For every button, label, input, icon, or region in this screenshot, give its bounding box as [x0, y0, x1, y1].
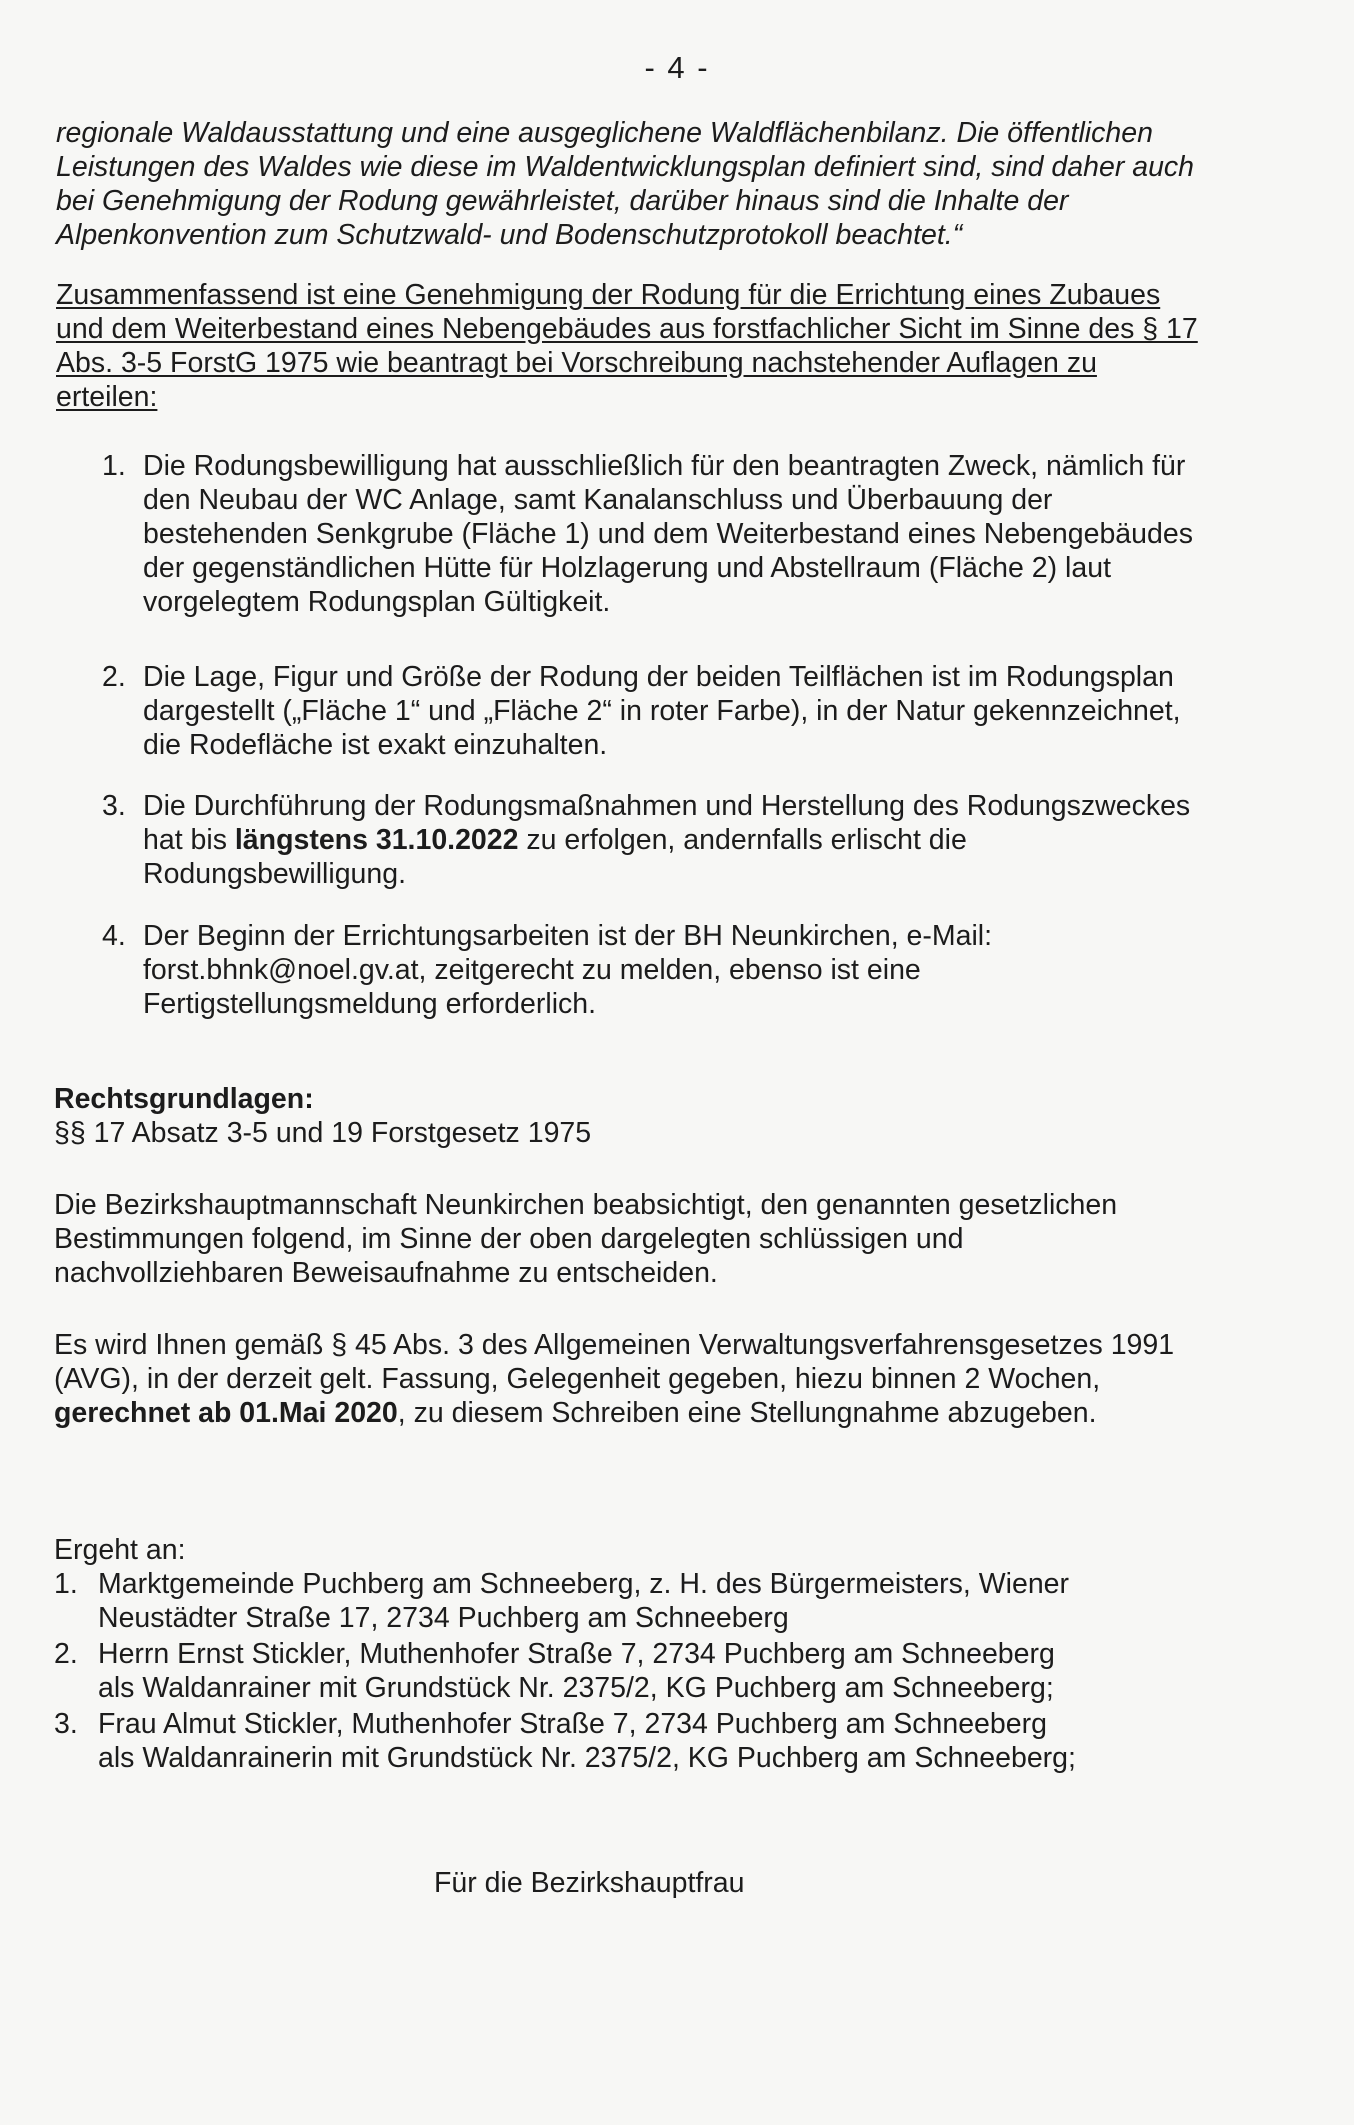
condition-line: Die Lage, Figur und Größe der Rodung der beiden Teilflächen ist im Rodungsplan: [143, 661, 1174, 693]
condition-line: bestehenden Senkgrube (Fläche 1) und dem Weiterbestand eines Nebengebäudes: [143, 518, 1193, 550]
condition-line: forst.bhnk@noel.gv.at, zeitgerecht zu melden, ebenso ist eine: [143, 954, 921, 986]
summary-line: Zusammenfassend ist eine Genehmigung der Rodung für die Errichtung eines Zubaues: [56, 279, 1161, 311]
deadline-date: längstens 31.10.2022: [234, 824, 519, 856]
recipient-line: Frau Almut Stickler, Muthenhofer Straße 7, 2734 Puchberg am Schneeberg: [98, 1708, 1047, 1740]
condition-number: 1.: [102, 450, 126, 482]
hearing-deadline: gerechnet ab 01.Mai 2020: [54, 1397, 398, 1429]
legal-basis-heading: Rechtsgrundlagen:: [54, 1083, 314, 1115]
hearing-paragraph: [54, 1328, 1314, 1430]
hearing-line: Es wird Ihnen gemäß § 45 Abs. 3 des Allgemeinen Verwaltungsverfahrensgesetzes 1991: [54, 1329, 1175, 1361]
intent-paragraph: [54, 1188, 1294, 1290]
legal-basis: [54, 1082, 1254, 1150]
condition-line: Die Durchführung der Rodungsmaßnahmen und Herstellung des Rodungszweckes: [143, 790, 1191, 822]
condition-line: Die Rodungsbewilligung hat ausschließlich für den beantragten Zweck, nämlich für: [143, 450, 1186, 482]
recipient-line: Herrn Ernst Stickler, Muthenhofer Straße 7, 2734 Puchberg am Schneeberg: [98, 1638, 1055, 1670]
recipient-line: als Waldanrainer mit Grundstück Nr. 2375/2, KG Puchberg am Schneeberg;: [98, 1672, 1054, 1704]
intro-quote-line: Leistungen des Waldes wie diese im Waldentwicklungsplan definiert sind, sind daher auch: [56, 151, 1195, 183]
page-number: - 4 -: [644, 50, 710, 85]
recipient-line: Neustädter Straße 17, 2734 Puchberg am Schneeberg: [98, 1602, 789, 1634]
intent-line: nachvollziehbaren Beweisaufnahme zu entscheiden.: [54, 1257, 718, 1289]
condition-line: der gegenständlichen Hütte für Holzlagerung und Abstellraum (Fläche 2) laut: [143, 552, 1111, 584]
intent-line: Die Bezirkshauptmannschaft Neunkirchen beabsichtigt, den genannten gesetzlichen: [54, 1189, 1118, 1221]
intro-quote-line: Alpenkonvention zum Schutzwald- und Bodenschutzprotokoll beachtet.“: [56, 219, 963, 251]
hearing-line: (AVG), in der derzeit gelt. Fassung, Gelegenheit gegeben, hiezu binnen 2 Wochen,: [54, 1363, 1101, 1395]
intro-quote-line: regionale Waldausstattung und eine ausgeglichene Waldflächenbilanz. Die öffentlichen: [56, 117, 1153, 149]
summary-line: erteilen:: [56, 381, 158, 413]
hearing-text: , zu diesem Schreiben eine Stellungnahme abzugeben.: [397, 1397, 1097, 1429]
recipient-number: 1.: [54, 1568, 78, 1600]
condition-line: vorgelegtem Rodungsplan Gültigkeit.: [143, 586, 611, 618]
recipient-number: 3.: [54, 1708, 78, 1740]
condition-text: hat bis: [143, 824, 235, 856]
summary-line: Abs. 3-5 ForstG 1975 wie beantragt bei Vorschreibung nachstehender Auflagen zu: [56, 347, 1097, 379]
condition-line: Rodungsbewilligung.: [143, 858, 407, 890]
condition-line: den Neubau der WC Anlage, samt Kanalanschluss und Überbauung der: [143, 484, 1053, 516]
condition-line: die Rodefläche ist exakt einzuhalten.: [143, 729, 608, 761]
legal-basis-text: §§ 17 Absatz 3-5 und 19 Forstgesetz 1975: [54, 1117, 592, 1149]
condition-number: 3.: [102, 790, 126, 822]
condition-number: 4.: [102, 920, 126, 952]
condition-text: zu erfolgen, andernfalls erlischt die: [518, 824, 967, 856]
summary-line: und dem Weiterbestand eines Nebengebäudes aus forstfachlicher Sicht im Sinne des § 17: [56, 313, 1198, 345]
recipient-line: Marktgemeinde Puchberg am Schneeberg, z. H. des Bürgermeisters, Wiener: [98, 1568, 1070, 1600]
summary-paragraph: [56, 278, 1306, 414]
condition-line: Fertigstellungsmeldung erforderlich.: [143, 988, 597, 1020]
recipient-number: 2.: [54, 1638, 78, 1670]
hearing-line: [54, 1396, 1314, 1430]
intro-quote-line: bei Genehmigung der Rodung gewährleistet, darüber hinaus sind die Inhalte der: [56, 185, 1069, 217]
condition-number: 2.: [102, 661, 126, 693]
condition-line: Der Beginn der Errichtungsarbeiten ist der BH Neunkirchen, e-Mail:: [143, 920, 993, 952]
recipients-heading: Ergeht an:: [54, 1534, 186, 1566]
intent-line: Bestimmungen folgend, im Sinne der oben dargelegten schlüssigen und: [54, 1223, 964, 1255]
recipient-line: als Waldanrainerin mit Grundstück Nr. 2375/2, KG Puchberg am Schneeberg;: [98, 1742, 1076, 1774]
signature-line: Für die Bezirkshauptfrau: [434, 1867, 745, 1899]
intro-quote: [56, 116, 1296, 252]
condition-line: [143, 823, 1293, 857]
condition-line: dargestellt („Fläche 1“ und „Fläche 2“ in roter Farbe), in der Natur gekennzeichnet,: [143, 695, 1181, 727]
